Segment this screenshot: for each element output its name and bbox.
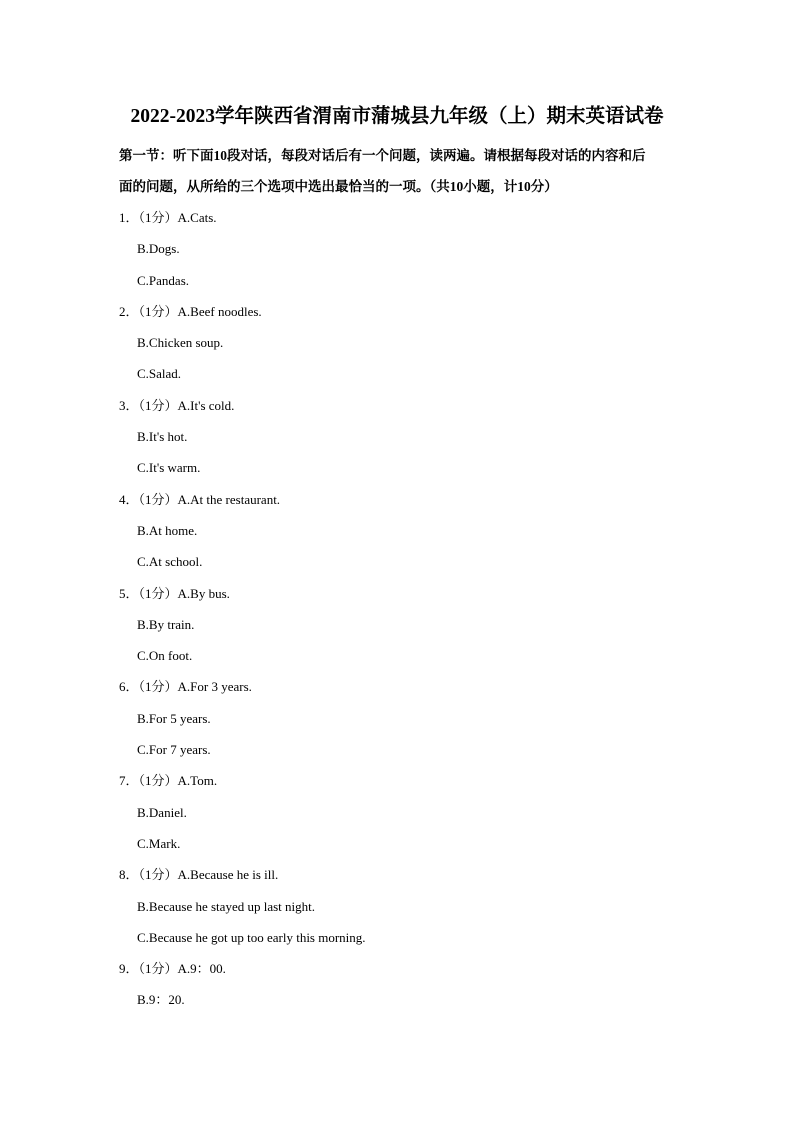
option-a: A.By bus. — [177, 585, 230, 601]
option-a: A.For 3 years. — [177, 679, 252, 695]
question-1 — [119, 202, 689, 296]
question-score: （1分） — [138, 679, 178, 695]
option-b: B.Daniel. — [137, 804, 187, 820]
option-a: A.At the restaurant. — [177, 491, 281, 507]
question-2 — [119, 296, 689, 390]
instructions-line-1: 第一节：听下面10段对话，每段对话后有一个问题，读两遍。请根据每段对话的内容和后 — [119, 148, 646, 163]
question-number: 3． — [119, 397, 139, 413]
option-a: A.It's cold. — [177, 397, 235, 413]
option-c: C.Pandas. — [137, 272, 189, 288]
section-instructions — [119, 140, 684, 202]
question-score: （1分） — [138, 210, 178, 225]
option-a: A.9：00. — [177, 961, 226, 977]
question-4 — [119, 484, 689, 578]
instructions-line-2: 面的问题，从所给的三个选项中选出最恰当的一项。（共10小题，计10分） — [119, 179, 558, 194]
option-c: C.At school. — [137, 554, 203, 570]
question-score: （1分） — [138, 397, 178, 413]
question-5 — [119, 578, 689, 672]
question-number: 5． — [119, 585, 139, 601]
question-number: 6． — [119, 679, 139, 695]
option-c: C.For 7 years. — [137, 742, 211, 758]
option-c: C.Because he got up too early this morning. — [137, 929, 366, 945]
option-b: B.It's hot. — [137, 429, 188, 445]
question-list — [119, 202, 689, 1016]
question-number: 7． — [119, 773, 139, 789]
option-b: B.9：20. — [137, 992, 185, 1008]
question-number: 8． — [119, 867, 139, 883]
option-b: B.At home. — [137, 522, 198, 538]
option-a: A.Tom. — [177, 773, 218, 789]
question-3 — [119, 390, 689, 484]
question-9 — [119, 953, 689, 1016]
question-number: 2． — [119, 303, 139, 319]
option-c: C.On foot. — [137, 648, 193, 664]
option-b: B.Because he stayed up last night. — [137, 898, 315, 914]
question-score: （1分） — [138, 303, 178, 319]
option-b: B.For 5 years. — [137, 710, 211, 726]
question-number: 4． — [119, 491, 139, 507]
question-score: （1分） — [138, 585, 178, 601]
question-6 — [119, 671, 689, 765]
option-b: B.By train. — [137, 616, 195, 632]
page-title: 2022-2023学年陕西省渭南市蒲城县九年级（上）期末英语试卷 — [130, 106, 664, 127]
option-c: C.Mark. — [137, 835, 181, 851]
option-b: B.Chicken soup. — [137, 335, 224, 351]
question-number: 1． — [119, 210, 139, 225]
option-b: B.Dogs. — [137, 241, 180, 257]
option-a: A.Beef noodles. — [177, 303, 262, 319]
question-number: 9． — [119, 961, 139, 977]
option-a: A.Because he is ill. — [177, 867, 279, 883]
question-8 — [119, 859, 689, 953]
option-a: A.Cats. — [177, 210, 217, 225]
question-score: （1分） — [138, 961, 178, 977]
option-c: C.It's warm. — [137, 460, 201, 476]
question-score: （1分） — [138, 491, 178, 507]
option-c: C.Salad. — [137, 366, 182, 382]
question-score: （1分） — [138, 867, 178, 883]
question-score: （1分） — [138, 773, 178, 789]
question-7 — [119, 765, 689, 859]
